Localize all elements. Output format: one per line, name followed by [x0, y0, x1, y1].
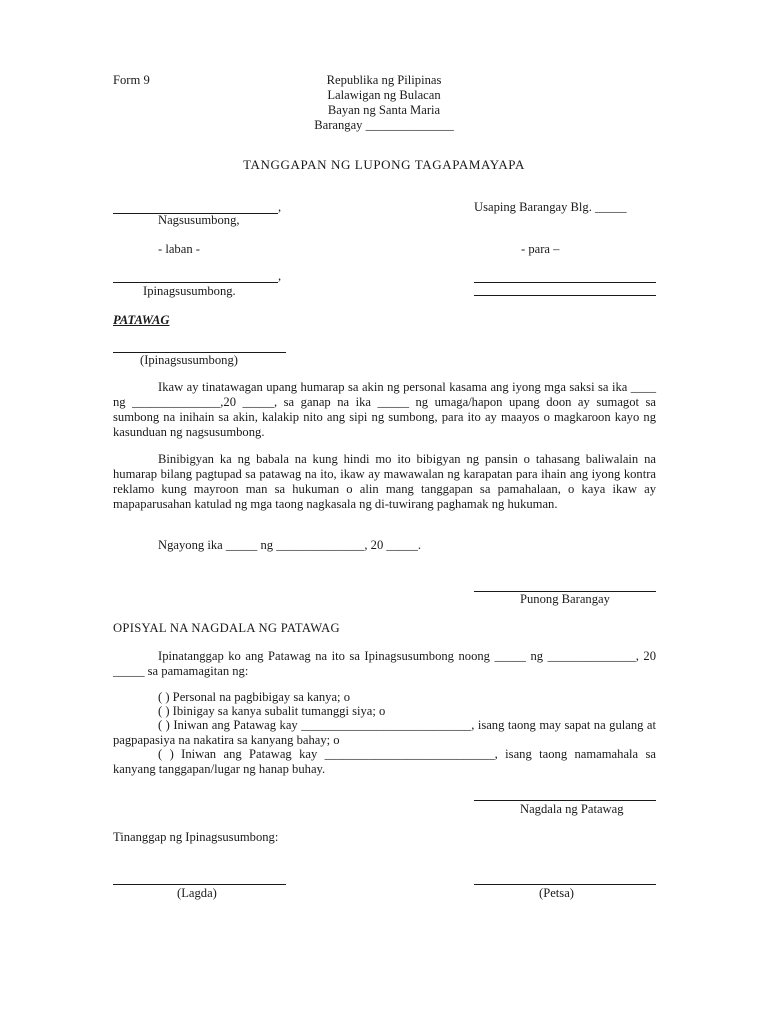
addressee-label: (Ipinagsusumbong)	[140, 353, 238, 367]
received-by-label: Tinanggap ng Ipinagsusumbong:	[113, 830, 279, 844]
complainant-label: Nagsusumbong,	[158, 213, 240, 227]
respondent-name-line	[113, 282, 278, 283]
signature-label: (Lagda)	[177, 886, 217, 900]
office-title: TANGGAPAN NG LUPONG TAGAPAMAYAPA	[243, 157, 525, 172]
versus-label: - laban -	[158, 242, 200, 256]
respondent-label: Ipinagsusumbong.	[143, 284, 236, 298]
service-option-refused: ( ) Ibinigay sa kanya subalit tumanggi siya; o	[158, 704, 386, 718]
summons-paragraph-1: Ikaw ay tinatawagan upang humarap sa akin ng personal kasama ang iyong mga saksi sa ika ____ ng ______________,20 _____, sa ganap na ika _____ ng umaga/hapon upang doon ay sumagot sa sumbong na inihain sa akin, kalakip nito ang sipi ng sumbong, para ito ay maayos o magkaroon kayo ng kasunduan ng nagsusumbong.	[113, 380, 656, 439]
date-label: (Petsa)	[539, 886, 574, 900]
header-barangay: Barangay ______________	[314, 118, 454, 132]
officer-paragraph: Ipinatanggap ko ang Patawag na ito sa Ipinagsusumbong noong _____ ng ______________, 20 _____ sa pamamagitan ng:	[113, 649, 656, 678]
form-number: Form 9	[113, 73, 150, 87]
complainant-comma: ,	[278, 200, 282, 214]
summons-heading: PATAWAG	[113, 313, 170, 327]
summons-paragraph-2: Binibigyan ka ng babala na kung hindi mo ito bibigyan ng pansin o tahasang baliwalain na humarap bilang pagtupad sa patawag na ito, ikaw ay mawawalan ng karapatan para ihain ang iyong kontra reklamo kung mayroon man sa hukuman o alin mang tanggapan sa pamahalaan, o kaya ikaw ay mapaparusahan katulad ng mga taong nagkasala ng di-tuwirang paghamak ng hukuman.	[113, 452, 656, 511]
issue-date-line: Ngayong ika _____ ng ______________, 20 _____.	[158, 538, 422, 552]
header-town: Bayan ng Santa Maria	[327, 103, 441, 117]
service-option-personal: ( ) Personal na pagbibigay sa kanya; o	[158, 690, 350, 704]
respondent-comma: ,	[278, 269, 282, 283]
officer-heading: OPISYAL NA NAGDALA NG PATAWAG	[113, 621, 340, 635]
service-option-left-at-home: ( ) Iniwan ang Patawag kay ___________________________, isang taong may sapat na gulang at pagpapasiya na nakatira sa kanyang bahay; o	[113, 718, 656, 747]
officer-signature-label: Nagdala ng Patawag	[520, 802, 624, 816]
case-subject-line-2	[474, 295, 656, 296]
receipt-date-line	[474, 884, 656, 885]
officer-signature-line	[474, 800, 656, 801]
service-option-left-at-office: ( ) Iniwan ang Patawag kay ___________________________, isang taong namamahala sa kanyang tanggapan/lugar ng hanap buhay.	[113, 747, 656, 776]
header-province: Lalawigan ng Bulacan	[327, 88, 441, 102]
case-number: Usaping Barangay Blg. _____	[474, 200, 627, 214]
respondent-signature-line	[113, 884, 286, 885]
case-subject-line-1	[474, 282, 656, 283]
header-republic: Republika ng Pilipinas	[326, 73, 442, 87]
for-label: - para –	[521, 242, 560, 256]
punong-barangay-label: Punong Barangay	[520, 592, 610, 606]
